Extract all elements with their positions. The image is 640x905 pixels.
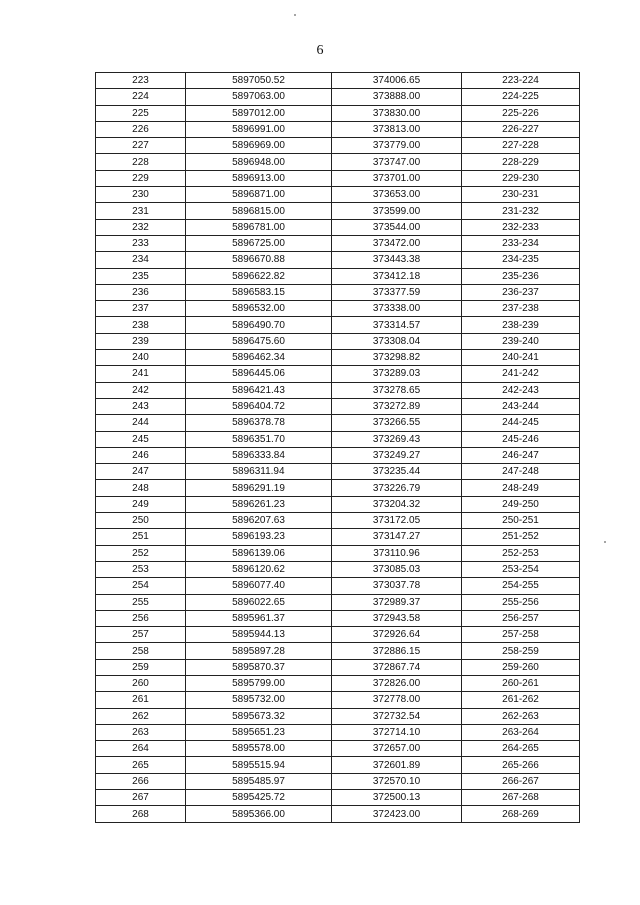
x-coordinate-cell: 5895799.00 xyxy=(186,675,332,691)
x-coordinate-cell: 5896291.19 xyxy=(186,480,332,496)
x-coordinate-cell: 5896871.00 xyxy=(186,187,332,203)
table-row xyxy=(96,284,580,300)
point-number-cell: 253 xyxy=(96,561,186,577)
x-coordinate-cell: 5896969.00 xyxy=(186,138,332,154)
segment-cell: 266-267 xyxy=(462,773,580,789)
scan-speck xyxy=(294,14,296,16)
segment-cell: 248-249 xyxy=(462,480,580,496)
segment-cell: 240-241 xyxy=(462,350,580,366)
segment-cell: 243-244 xyxy=(462,398,580,414)
point-number-cell: 238 xyxy=(96,317,186,333)
table-row xyxy=(96,431,580,447)
point-number-cell: 252 xyxy=(96,545,186,561)
y-coordinate-cell: 373272.89 xyxy=(332,398,462,414)
table-row xyxy=(96,724,580,740)
point-number-cell: 230 xyxy=(96,187,186,203)
table-row xyxy=(96,545,580,561)
y-coordinate-cell: 373269.43 xyxy=(332,431,462,447)
x-coordinate-cell: 5896120.62 xyxy=(186,561,332,577)
point-number-cell: 227 xyxy=(96,138,186,154)
point-number-cell: 246 xyxy=(96,447,186,463)
table-row xyxy=(96,708,580,724)
segment-cell: 256-257 xyxy=(462,610,580,626)
y-coordinate-cell: 373830.00 xyxy=(332,105,462,121)
table-row xyxy=(96,773,580,789)
x-coordinate-cell: 5896815.00 xyxy=(186,203,332,219)
x-coordinate-cell: 5896311.94 xyxy=(186,464,332,480)
scan-speck xyxy=(604,541,606,543)
point-number-cell: 265 xyxy=(96,757,186,773)
point-number-cell: 241 xyxy=(96,366,186,382)
x-coordinate-cell: 5895897.28 xyxy=(186,643,332,659)
y-coordinate-cell: 373308.04 xyxy=(332,333,462,349)
table-row xyxy=(96,382,580,398)
segment-cell: 224-225 xyxy=(462,89,580,105)
table-row xyxy=(96,447,580,463)
segment-cell: 262-263 xyxy=(462,708,580,724)
segment-cell: 235-236 xyxy=(462,268,580,284)
y-coordinate-cell: 372570.10 xyxy=(332,773,462,789)
y-coordinate-cell: 372989.37 xyxy=(332,594,462,610)
table-row xyxy=(96,675,580,691)
y-coordinate-cell: 373412.18 xyxy=(332,268,462,284)
segment-cell: 264-265 xyxy=(462,741,580,757)
segment-cell: 257-258 xyxy=(462,627,580,643)
y-coordinate-cell: 372500.13 xyxy=(332,790,462,806)
segment-cell: 234-235 xyxy=(462,252,580,268)
y-coordinate-cell: 373888.00 xyxy=(332,89,462,105)
point-number-cell: 248 xyxy=(96,480,186,496)
point-number-cell: 262 xyxy=(96,708,186,724)
point-number-cell: 258 xyxy=(96,643,186,659)
y-coordinate-cell: 373266.55 xyxy=(332,415,462,431)
table-row xyxy=(96,333,580,349)
coordinates-table-body xyxy=(96,73,580,823)
table-row xyxy=(96,170,580,186)
point-number-cell: 263 xyxy=(96,724,186,740)
segment-cell: 239-240 xyxy=(462,333,580,349)
x-coordinate-cell: 5896333.84 xyxy=(186,447,332,463)
table-row xyxy=(96,398,580,414)
point-number-cell: 235 xyxy=(96,268,186,284)
segment-cell: 231-232 xyxy=(462,203,580,219)
segment-cell: 265-266 xyxy=(462,757,580,773)
x-coordinate-cell: 5896913.00 xyxy=(186,170,332,186)
point-number-cell: 229 xyxy=(96,170,186,186)
point-number-cell: 228 xyxy=(96,154,186,170)
x-coordinate-cell: 5896139.06 xyxy=(186,545,332,561)
segment-cell: 246-247 xyxy=(462,447,580,463)
table-row xyxy=(96,464,580,480)
y-coordinate-cell: 373172.05 xyxy=(332,513,462,529)
x-coordinate-cell: 5896532.00 xyxy=(186,301,332,317)
x-coordinate-cell: 5896475.60 xyxy=(186,333,332,349)
segment-cell: 261-262 xyxy=(462,692,580,708)
segment-cell: 251-252 xyxy=(462,529,580,545)
point-number-cell: 256 xyxy=(96,610,186,626)
segment-cell: 237-238 xyxy=(462,301,580,317)
table-row xyxy=(96,415,580,431)
x-coordinate-cell: 5895515.94 xyxy=(186,757,332,773)
y-coordinate-cell: 373298.82 xyxy=(332,350,462,366)
x-coordinate-cell: 5896583.15 xyxy=(186,284,332,300)
segment-cell: 236-237 xyxy=(462,284,580,300)
segment-cell: 267-268 xyxy=(462,790,580,806)
x-coordinate-cell: 5897063.00 xyxy=(186,89,332,105)
table-row xyxy=(96,627,580,643)
x-coordinate-cell: 5896207.63 xyxy=(186,513,332,529)
segment-cell: 254-255 xyxy=(462,578,580,594)
y-coordinate-cell: 372423.00 xyxy=(332,806,462,822)
table-row xyxy=(96,496,580,512)
table-row xyxy=(96,121,580,137)
table-row xyxy=(96,138,580,154)
y-coordinate-cell: 372601.89 xyxy=(332,757,462,773)
point-number-cell: 255 xyxy=(96,594,186,610)
segment-cell: 242-243 xyxy=(462,382,580,398)
segment-cell: 245-246 xyxy=(462,431,580,447)
x-coordinate-cell: 5895651.23 xyxy=(186,724,332,740)
point-number-cell: 264 xyxy=(96,741,186,757)
y-coordinate-cell: 373599.00 xyxy=(332,203,462,219)
table-row xyxy=(96,529,580,545)
table-row xyxy=(96,578,580,594)
y-coordinate-cell: 373377.59 xyxy=(332,284,462,300)
y-coordinate-cell: 372732.54 xyxy=(332,708,462,724)
table-row xyxy=(96,594,580,610)
segment-cell: 252-253 xyxy=(462,545,580,561)
x-coordinate-cell: 5896991.00 xyxy=(186,121,332,137)
table-row xyxy=(96,366,580,382)
point-number-cell: 236 xyxy=(96,284,186,300)
x-coordinate-cell: 5896670.88 xyxy=(186,252,332,268)
point-number-cell: 225 xyxy=(96,105,186,121)
point-number-cell: 251 xyxy=(96,529,186,545)
table-row xyxy=(96,268,580,284)
point-number-cell: 245 xyxy=(96,431,186,447)
y-coordinate-cell: 373338.00 xyxy=(332,301,462,317)
point-number-cell: 267 xyxy=(96,790,186,806)
y-coordinate-cell: 373226.79 xyxy=(332,480,462,496)
x-coordinate-cell: 5895578.00 xyxy=(186,741,332,757)
segment-cell: 260-261 xyxy=(462,675,580,691)
x-coordinate-cell: 5896351.70 xyxy=(186,431,332,447)
table-row xyxy=(96,187,580,203)
y-coordinate-cell: 373701.00 xyxy=(332,170,462,186)
point-number-cell: 244 xyxy=(96,415,186,431)
y-coordinate-cell: 373314.57 xyxy=(332,317,462,333)
x-coordinate-cell: 5895485.97 xyxy=(186,773,332,789)
coordinates-table xyxy=(95,72,580,823)
table-row xyxy=(96,89,580,105)
segment-cell: 244-245 xyxy=(462,415,580,431)
point-number-cell: 266 xyxy=(96,773,186,789)
table-row xyxy=(96,235,580,251)
y-coordinate-cell: 372778.00 xyxy=(332,692,462,708)
x-coordinate-cell: 5895425.72 xyxy=(186,790,332,806)
point-number-cell: 250 xyxy=(96,513,186,529)
table-row xyxy=(96,203,580,219)
point-number-cell: 249 xyxy=(96,496,186,512)
x-coordinate-cell: 5896261.23 xyxy=(186,496,332,512)
y-coordinate-cell: 373544.00 xyxy=(332,219,462,235)
table-row xyxy=(96,513,580,529)
y-coordinate-cell: 372943.58 xyxy=(332,610,462,626)
y-coordinate-cell: 372657.00 xyxy=(332,741,462,757)
x-coordinate-cell: 5895673.32 xyxy=(186,708,332,724)
segment-cell: 258-259 xyxy=(462,643,580,659)
y-coordinate-cell: 374006.65 xyxy=(332,73,462,89)
table-row xyxy=(96,350,580,366)
point-number-cell: 242 xyxy=(96,382,186,398)
point-number-cell: 240 xyxy=(96,350,186,366)
point-number-cell: 254 xyxy=(96,578,186,594)
y-coordinate-cell: 373472.00 xyxy=(332,235,462,251)
x-coordinate-cell: 5896193.23 xyxy=(186,529,332,545)
x-coordinate-cell: 5896445.06 xyxy=(186,366,332,382)
table-row xyxy=(96,692,580,708)
x-coordinate-cell: 5897050.52 xyxy=(186,73,332,89)
x-coordinate-cell: 5896725.00 xyxy=(186,235,332,251)
y-coordinate-cell: 372886.15 xyxy=(332,643,462,659)
x-coordinate-cell: 5895944.13 xyxy=(186,627,332,643)
y-coordinate-cell: 373249.27 xyxy=(332,447,462,463)
point-number-cell: 224 xyxy=(96,89,186,105)
segment-cell: 228-229 xyxy=(462,154,580,170)
segment-cell: 232-233 xyxy=(462,219,580,235)
y-coordinate-cell: 373085.03 xyxy=(332,561,462,577)
segment-cell: 247-248 xyxy=(462,464,580,480)
point-number-cell: 261 xyxy=(96,692,186,708)
x-coordinate-cell: 5896421.43 xyxy=(186,382,332,398)
segment-cell: 223-224 xyxy=(462,73,580,89)
y-coordinate-cell: 373147.27 xyxy=(332,529,462,545)
segment-cell: 241-242 xyxy=(462,366,580,382)
x-coordinate-cell: 5896490.70 xyxy=(186,317,332,333)
segment-cell: 230-231 xyxy=(462,187,580,203)
table-row xyxy=(96,561,580,577)
table-row xyxy=(96,73,580,89)
x-coordinate-cell: 5896022.65 xyxy=(186,594,332,610)
y-coordinate-cell: 373289.03 xyxy=(332,366,462,382)
segment-cell: 227-228 xyxy=(462,138,580,154)
point-number-cell: 247 xyxy=(96,464,186,480)
point-number-cell: 233 xyxy=(96,235,186,251)
point-number-cell: 234 xyxy=(96,252,186,268)
x-coordinate-cell: 5895961.37 xyxy=(186,610,332,626)
point-number-cell: 232 xyxy=(96,219,186,235)
y-coordinate-cell: 373443.38 xyxy=(332,252,462,268)
segment-cell: 253-254 xyxy=(462,561,580,577)
y-coordinate-cell: 372714.10 xyxy=(332,724,462,740)
point-number-cell: 239 xyxy=(96,333,186,349)
y-coordinate-cell: 372867.74 xyxy=(332,659,462,675)
segment-cell: 225-226 xyxy=(462,105,580,121)
segment-cell: 259-260 xyxy=(462,659,580,675)
segment-cell: 255-256 xyxy=(462,594,580,610)
page-number: 6 xyxy=(316,43,324,58)
x-coordinate-cell: 5896462.34 xyxy=(186,350,332,366)
point-number-cell: 260 xyxy=(96,675,186,691)
table-row xyxy=(96,154,580,170)
table-row xyxy=(96,317,580,333)
x-coordinate-cell: 5897012.00 xyxy=(186,105,332,121)
table-row xyxy=(96,105,580,121)
table-row xyxy=(96,643,580,659)
point-number-cell: 257 xyxy=(96,627,186,643)
x-coordinate-cell: 5896781.00 xyxy=(186,219,332,235)
segment-cell: 250-251 xyxy=(462,513,580,529)
y-coordinate-cell: 373204.32 xyxy=(332,496,462,512)
segment-cell: 238-239 xyxy=(462,317,580,333)
segment-cell: 268-269 xyxy=(462,806,580,822)
x-coordinate-cell: 5896077.40 xyxy=(186,578,332,594)
y-coordinate-cell: 373747.00 xyxy=(332,154,462,170)
point-number-cell: 259 xyxy=(96,659,186,675)
point-number-cell: 231 xyxy=(96,203,186,219)
y-coordinate-cell: 373813.00 xyxy=(332,121,462,137)
table-row xyxy=(96,252,580,268)
point-number-cell: 243 xyxy=(96,398,186,414)
y-coordinate-cell: 373779.00 xyxy=(332,138,462,154)
table-row xyxy=(96,790,580,806)
segment-cell: 229-230 xyxy=(462,170,580,186)
segment-cell: 263-264 xyxy=(462,724,580,740)
table-row xyxy=(96,301,580,317)
table-row xyxy=(96,610,580,626)
x-coordinate-cell: 5896404.72 xyxy=(186,398,332,414)
point-number-cell: 237 xyxy=(96,301,186,317)
y-coordinate-cell: 373278.65 xyxy=(332,382,462,398)
y-coordinate-cell: 373110.96 xyxy=(332,545,462,561)
table-row xyxy=(96,219,580,235)
x-coordinate-cell: 5896622.82 xyxy=(186,268,332,284)
point-number-cell: 223 xyxy=(96,73,186,89)
segment-cell: 226-227 xyxy=(462,121,580,137)
table-row xyxy=(96,480,580,496)
y-coordinate-cell: 373653.00 xyxy=(332,187,462,203)
y-coordinate-cell: 373235.44 xyxy=(332,464,462,480)
x-coordinate-cell: 5895366.00 xyxy=(186,806,332,822)
y-coordinate-cell: 372926.64 xyxy=(332,627,462,643)
y-coordinate-cell: 372826.00 xyxy=(332,675,462,691)
segment-cell: 249-250 xyxy=(462,496,580,512)
x-coordinate-cell: 5896378.78 xyxy=(186,415,332,431)
x-coordinate-cell: 5895870.37 xyxy=(186,659,332,675)
table-row xyxy=(96,757,580,773)
table-row xyxy=(96,659,580,675)
point-number-cell: 268 xyxy=(96,806,186,822)
point-number-cell: 226 xyxy=(96,121,186,137)
x-coordinate-cell: 5896948.00 xyxy=(186,154,332,170)
table-row xyxy=(96,806,580,822)
table-row xyxy=(96,741,580,757)
x-coordinate-cell: 5895732.00 xyxy=(186,692,332,708)
segment-cell: 233-234 xyxy=(462,235,580,251)
y-coordinate-cell: 373037.78 xyxy=(332,578,462,594)
